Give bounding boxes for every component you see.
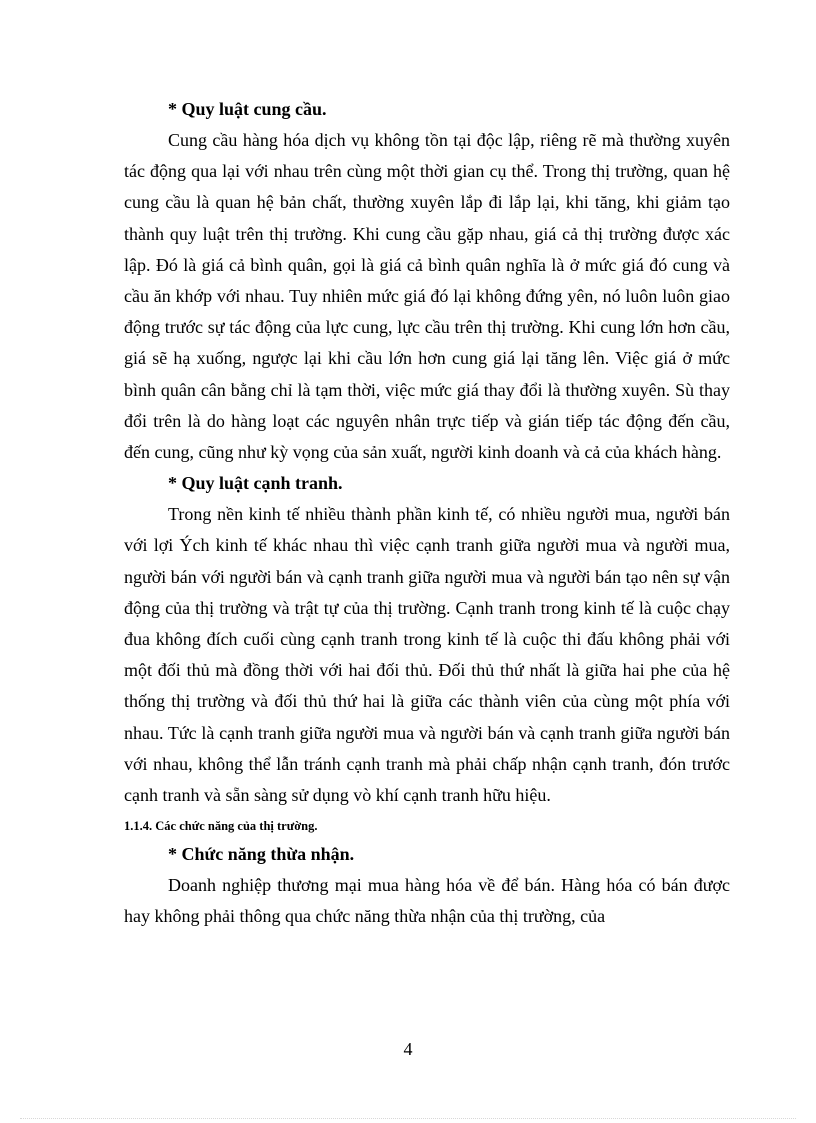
page-bottom-divider	[20, 1118, 796, 1119]
page-number: 4	[403, 1039, 413, 1059]
paragraph-supply-demand: Cung cầu hàng hóa dịch vụ không tồn tại độc lập, riêng rẽ mà thường xuyên tác động qua lại với nhau trên cùng một thời gian cụ thể. Trong thị trường, quan hệ cung cầu là quan hệ bản chất, thường xuyên lắp đi lắp lại, khi tăng, khi giảm tạo thành quy luật trên thị trường. Khi cung cầu gặp nhau, giá cả thị trường được xác lập. Đó là giá cả bình quân, gọi là giá cả bình quân nghĩa là ở mức giá đó cung và cầu ăn khớp với nhau. Tuy nhiên mức giá đó lại không đứng yên, nó luôn luôn giao động trước sự tác động của lực cung, lực cầu trên thị trường. Khi cung lớn hơn cầu, giá sẽ hạ xuống, ngược lại khi cầu lớn hơn cung giá lại tăng lên. Việc giá ở mức bình quân cân bằng chỉ là tạm thời, việc mức giá thay đổi là thường xuyên. Sù thay đổi trên là do hàng loạt các nguyên nhân trực tiếp và gián tiếp tác động đến cầu, đến cung, cũng như kỳ vọng của sản xuất, người kinh doanh và cả của khách hàng.	[124, 130, 730, 463]
heading-recognition-function: * Chức năng thừa nhận.	[168, 844, 355, 865]
paragraph-recognition-function: Doanh nghiệp thương mại mua hàng hóa về để bán. Hàng hóa có bán được hay không phải thông qua chức năng thừa nhận của thị trường, của	[124, 875, 730, 927]
page-content	[124, 94, 730, 933]
paragraph-competition: Trong nền kinh tế nhiều thành phần kinh tế, có nhiều người mua, người bán với lợi Ých kinh tế khác nhau thì việc cạnh tranh giữa người mua và người mua, người bán với người bán và cạnh tranh giữa người mua và người bán tạo nên sự vận động của thị trường và trật tự của thị trường. Cạnh tranh trong kinh tế là cuộc chạy đua không đích cuối cùng cạnh tranh trong kinh tế là cuộc thi đấu không phải với một đối thủ mà đồng thời với hai đối thủ. Đối thủ thứ nhất là giữa hai phe của hệ thống thị trường và đối thủ thứ hai là giữa các thành viên của cùng một phía với nhau. Tức là cạnh tranh giữa người mua và người bán và cạnh tranh giữa người bán với nhau, không thể lẫn tránh cạnh tranh mà phải chấp nhận cạnh tranh, đón trước cạnh tranh và sẵn sàng sử dụng vò khí cạnh tranh hữu hiệu.	[124, 504, 730, 806]
subsection-title-market-functions: 1.1.4. Các chức năng của thị trường.	[124, 819, 318, 834]
heading-competition: * Quy luật cạnh tranh.	[168, 473, 343, 494]
heading-supply-demand: * Quy luật cung cầu.	[168, 99, 327, 119]
